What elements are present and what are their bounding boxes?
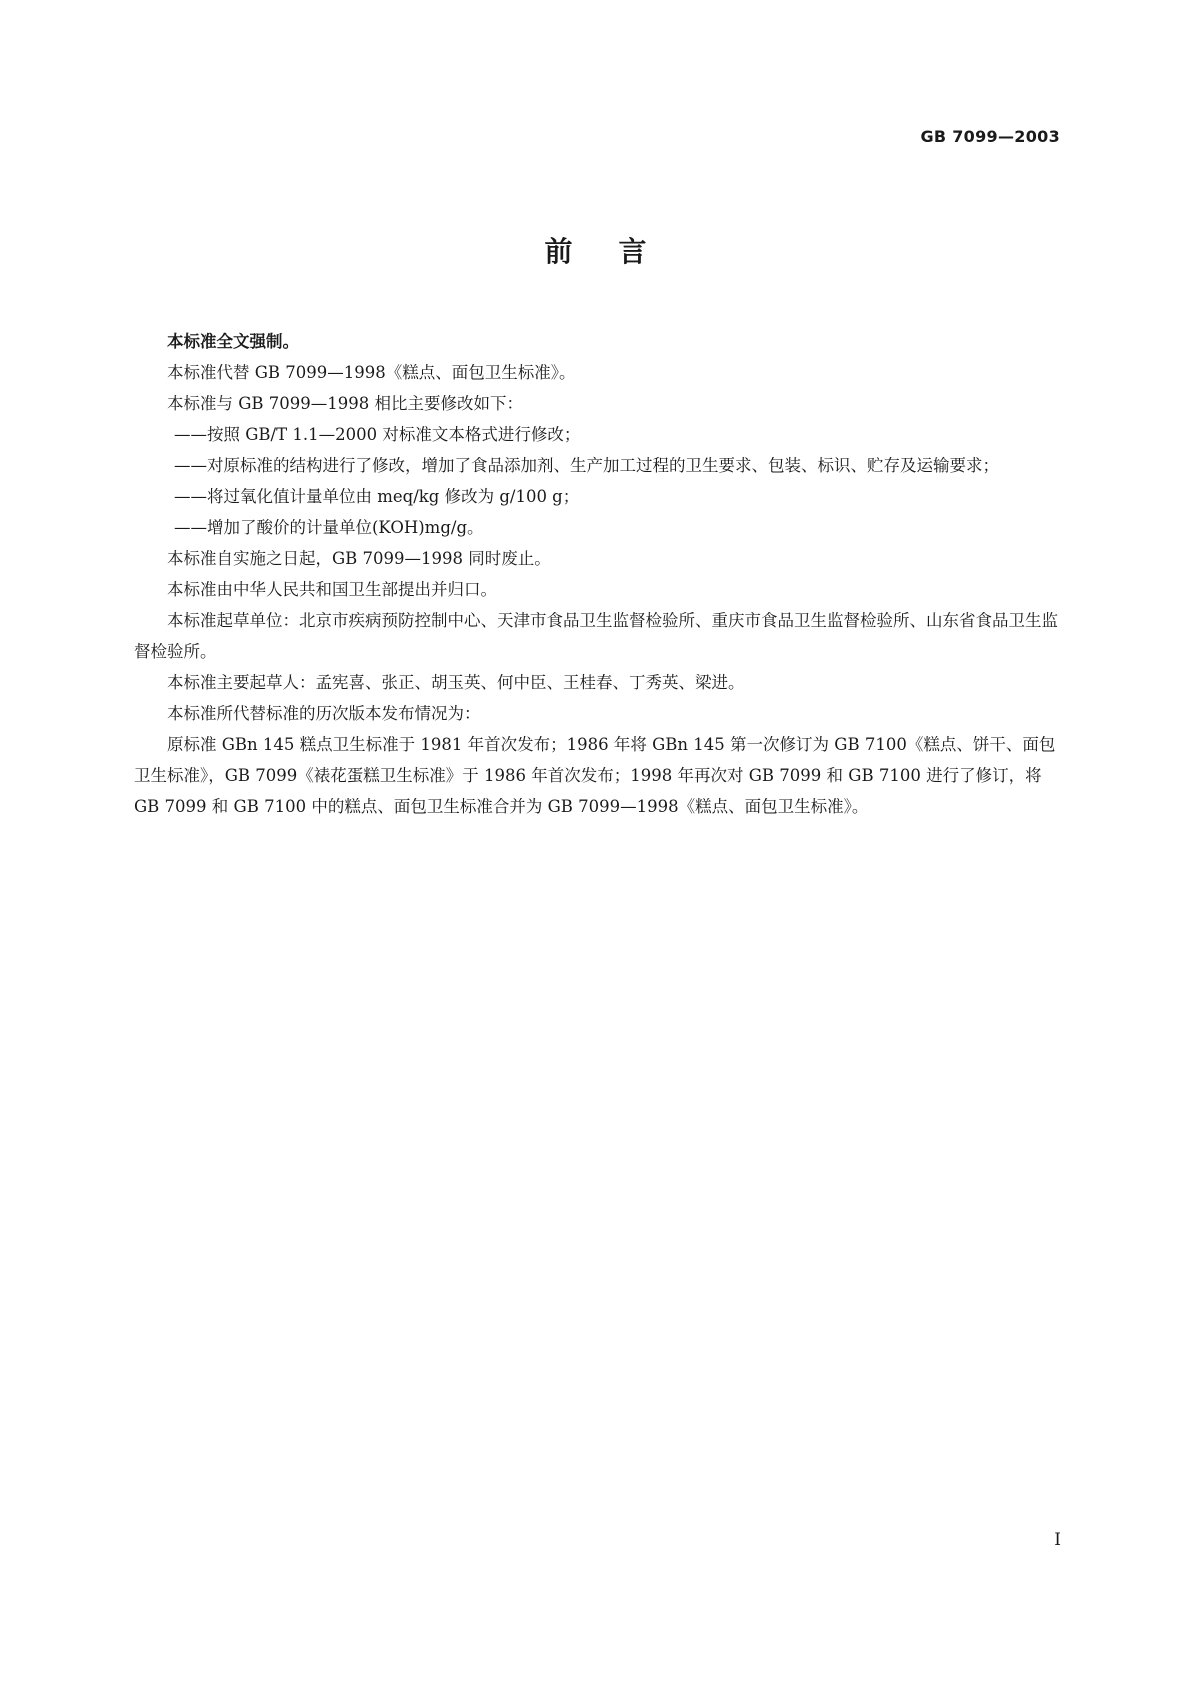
drafting-units: 本标准起草单位：北京市疾病预防控制中心、天津市食品卫生监督检验所、重庆市食品卫生监督检验所、山东省食品卫生监督检验所。 bbox=[134, 611, 1058, 661]
page-title: 前言 bbox=[544, 235, 693, 268]
mandatory-statement: 本标准全文强制。 bbox=[167, 332, 299, 351]
change-item: ——按照 GB/T 1.1—2000 对标准文本格式进行修改； bbox=[174, 425, 581, 444]
page-number: I bbox=[1054, 1530, 1061, 1550]
history-intro: 本标准所代替标准的历次版本发布情况为： bbox=[167, 704, 481, 723]
standard-number: GB 7099—2003 bbox=[920, 127, 1060, 146]
proposed-by: 本标准由中华人民共和国卫生部提出并归口。 bbox=[167, 580, 497, 599]
history-paragraph: 原标准 GBn 145 糕点卫生标准于 1981 年首次发布；1986 年将 GBn 145 第一次修订为 GB 7100《糕点、饼干、面包卫生标准》，GB 7099《裱花蛋糕卫生标准》于 1986 年首次发布；1998 年再次对 GB 7099 和 GB 7100 进行了修订，将 GB 7099 和 GB 7100 中的糕点、面包卫生标准合并为 GB 7099—1998《糕点、面包卫生标准》。 bbox=[134, 735, 1056, 816]
change-item: ——将过氧化值计量单位由 meq/kg 修改为 g/100 g； bbox=[174, 487, 580, 506]
drafters: 本标准主要起草人：孟宪喜、张正、胡玉英、何中臣、王桂春、丁秀英、梁进。 bbox=[167, 673, 745, 692]
change-item: ——对原标准的结构进行了修改，增加了食品添加剂、生产加工过程的卫生要求、包装、标识、贮存及运输要求； bbox=[174, 456, 999, 475]
abolish-statement: 本标准自实施之日起，GB 7099—1998 同时废止。 bbox=[167, 549, 551, 568]
foreword-body bbox=[134, 326, 1060, 822]
changes-intro: 本标准与 GB 7099—1998 相比主要修改如下： bbox=[167, 394, 524, 413]
change-item: ——增加了酸价的计量单位(KOH)mg/g。 bbox=[174, 518, 484, 537]
replaces-statement: 本标准代替 GB 7099—1998《糕点、面包卫生标准》。 bbox=[167, 363, 576, 382]
